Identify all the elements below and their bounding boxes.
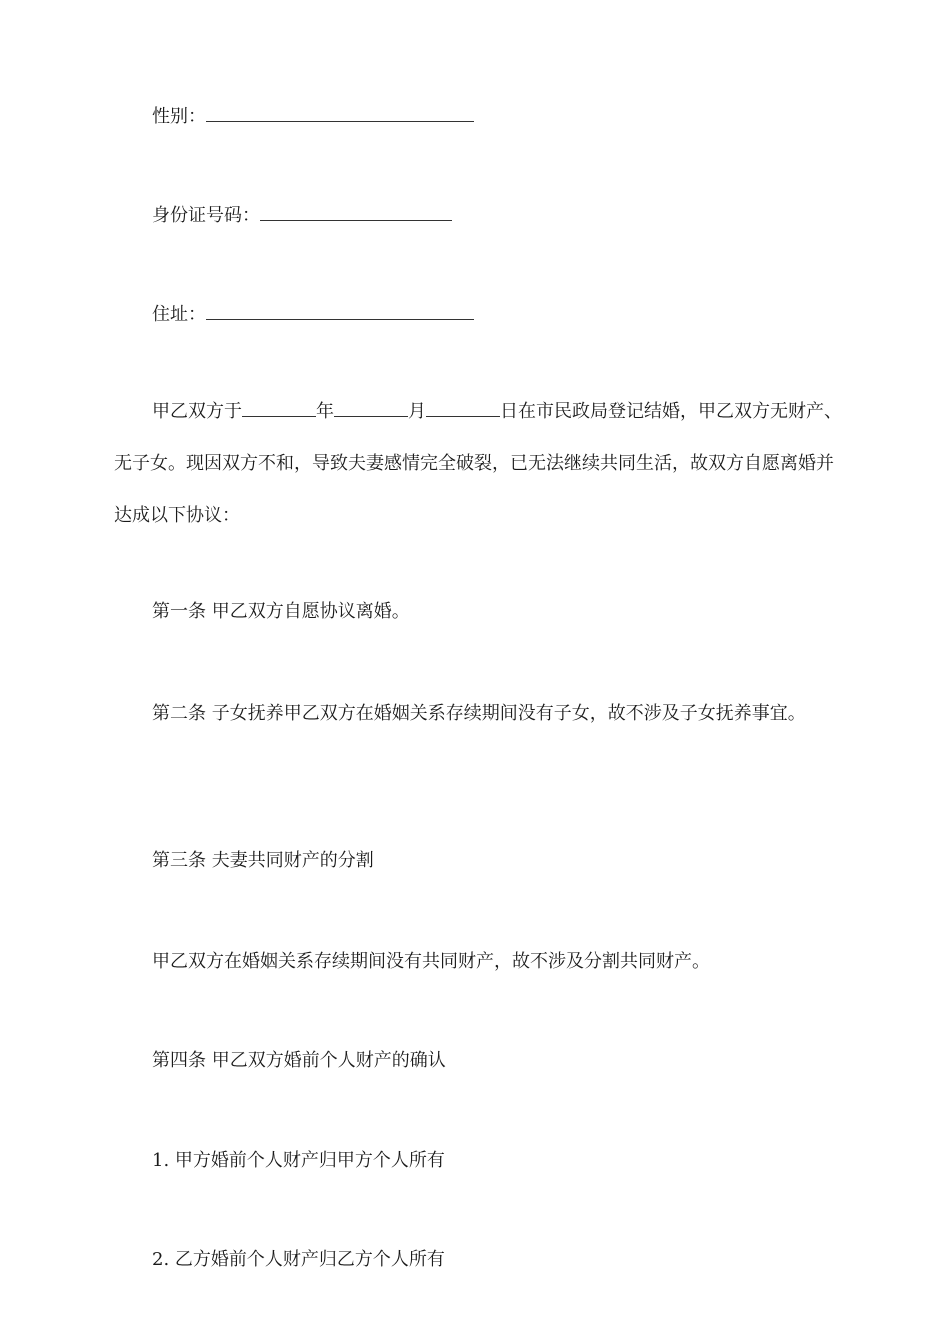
article-3-body: 甲乙双方在婚姻关系存续期间没有共同财产，故不涉及分割共同财产。 <box>152 951 710 972</box>
article-2: 第二条 子女抚养甲乙双方在婚姻关系存续期间没有子女，故不涉及子女抚养事宜。 <box>152 703 806 724</box>
article-4-item-1: 1. 甲方婚前个人财产归甲方个人所有 <box>152 1150 445 1171</box>
id-number-blank <box>260 206 452 221</box>
gender-blank <box>206 107 474 122</box>
gender-field <box>152 107 474 126</box>
year-blank <box>242 402 316 417</box>
address-label: 住址： <box>152 304 206 325</box>
article-3-title: 第三条 夫妻共同财产的分割 <box>152 850 374 871</box>
intro-year: 年 <box>316 401 334 422</box>
month-blank <box>334 402 408 417</box>
article-4-item-2: 2. 乙方婚前个人财产归乙方个人所有 <box>152 1249 445 1270</box>
gender-label: 性别： <box>152 106 206 127</box>
intro-paragraph <box>114 386 844 542</box>
day-blank <box>426 402 500 417</box>
address-field <box>152 305 474 324</box>
article-4-title: 第四条 甲乙双方婚前个人财产的确认 <box>152 1050 446 1071</box>
intro-part2: 日在市民政局登记结婚，甲乙双方无财产、无子女。现因双方不和，导致夫妻感情完全破裂，已无法继续共同生活，故双方自愿离婚并达成以下协议： <box>114 401 842 526</box>
id-number-field <box>152 206 452 225</box>
address-blank <box>206 305 474 320</box>
id-number-label: 身份证号码： <box>152 205 260 226</box>
article-1: 第一条 甲乙双方自愿协议离婚。 <box>152 601 410 622</box>
intro-part1: 甲乙双方于 <box>152 401 242 422</box>
intro-month: 月 <box>408 401 426 422</box>
